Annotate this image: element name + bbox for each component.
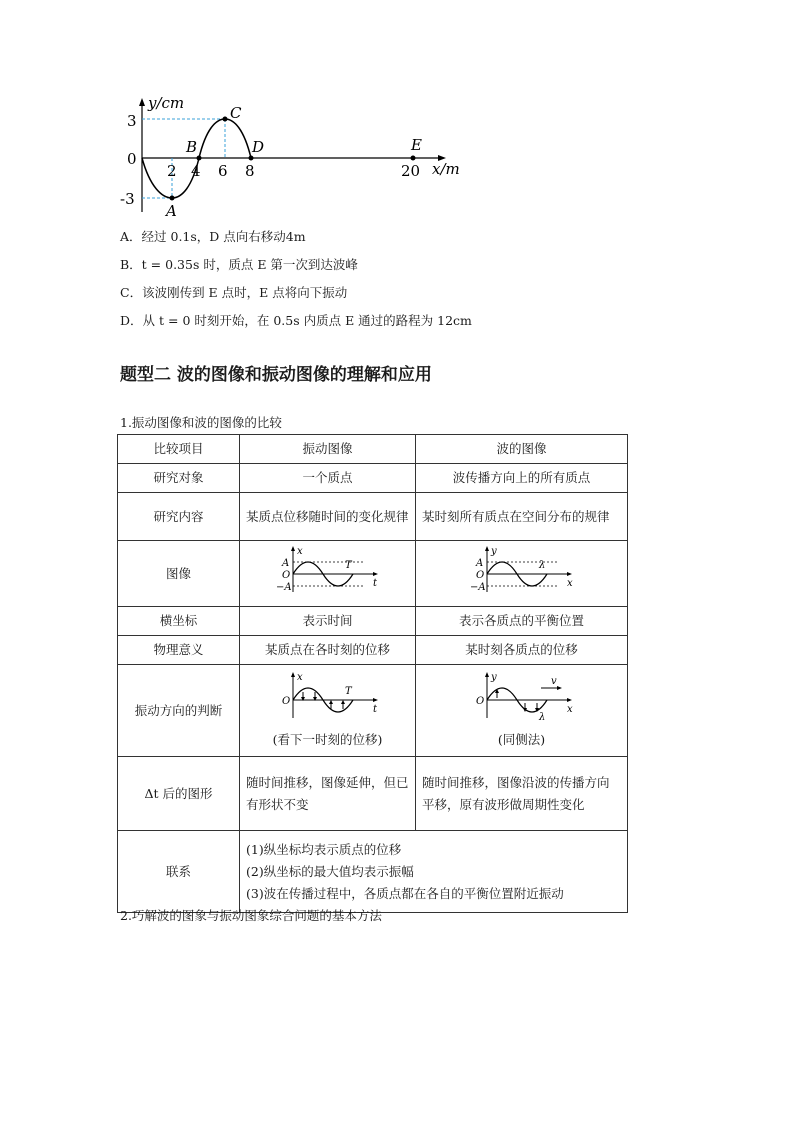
row-label: 研究对象 bbox=[118, 464, 240, 493]
mini-wave-y: y bbox=[490, 546, 497, 557]
vibration-direction-note: (看下一时刻的位移) bbox=[272, 732, 383, 747]
row-label: 物理意义 bbox=[118, 636, 240, 665]
row-label: 研究内容 bbox=[118, 493, 240, 541]
dir-vib-t-label: T bbox=[344, 686, 352, 697]
cell bbox=[416, 541, 628, 607]
mini-vib-o: O bbox=[281, 570, 290, 581]
cell: 表示各质点的平衡位置 bbox=[416, 607, 628, 636]
point-b bbox=[197, 156, 202, 161]
option-c: C．该波刚传到 E 点时，E 点将向下振动 bbox=[120, 285, 348, 300]
mini-wave-nega: −A bbox=[469, 582, 486, 593]
row-label: 横坐标 bbox=[118, 607, 240, 636]
table-row bbox=[118, 607, 628, 636]
x-tick-8: 8 bbox=[245, 162, 255, 180]
point-e bbox=[411, 156, 416, 161]
mini-vib-y: x bbox=[296, 546, 303, 557]
table-header-row bbox=[118, 435, 628, 464]
y-tick-0: 0 bbox=[127, 150, 137, 168]
link-item-3: (3)波在传播过程中，各质点都在各自的平衡位置附近振动 bbox=[246, 885, 564, 901]
table-row-link bbox=[118, 831, 628, 913]
subtitle-2: 2.巧解波的图象与振动图象综合问题的基本方法 bbox=[120, 908, 382, 923]
x-tick-4: 4 bbox=[191, 162, 201, 180]
point-a bbox=[170, 196, 175, 201]
label-d: D bbox=[252, 138, 265, 156]
wave-graph-mini bbox=[467, 544, 577, 596]
header-item: 比较项目 bbox=[118, 435, 240, 464]
cell: 表示时间 bbox=[240, 607, 416, 636]
row-label: 振动方向的判断 bbox=[118, 665, 240, 757]
mini-wave-o: O bbox=[475, 570, 484, 581]
label-e: E bbox=[411, 136, 422, 154]
vibration-graph-mini bbox=[273, 544, 383, 596]
mini-wave-x: x bbox=[566, 578, 573, 589]
dir-wave-v: v bbox=[550, 676, 557, 687]
cell: 波传播方向上的所有质点 bbox=[416, 464, 628, 493]
mini-vib-a: A bbox=[281, 558, 289, 569]
table-row bbox=[118, 665, 628, 757]
cell: 某时刻所有质点在空间分布的规律 bbox=[416, 493, 628, 541]
y-tick-neg3: -3 bbox=[120, 190, 135, 208]
cell: 某质点在各时刻的位移 bbox=[240, 636, 416, 665]
y-tick-3: 3 bbox=[127, 112, 137, 130]
wave-direction-note: (同侧法) bbox=[497, 732, 546, 747]
wave-figure bbox=[110, 92, 470, 222]
table-row bbox=[118, 636, 628, 665]
vibration-direction-graph bbox=[273, 670, 383, 722]
point-d bbox=[249, 156, 254, 161]
header-wave: 波的图像 bbox=[416, 435, 628, 464]
cell: 一个质点 bbox=[240, 464, 416, 493]
label-a: A bbox=[166, 202, 177, 220]
table-row bbox=[118, 541, 628, 607]
y-axis-label: y/cm bbox=[148, 94, 185, 112]
mini-wave-a: A bbox=[475, 558, 483, 569]
link-cell bbox=[240, 831, 628, 913]
cell bbox=[240, 541, 416, 607]
point-c bbox=[223, 117, 228, 122]
dir-wave-lambda: λ bbox=[538, 712, 545, 722]
cell: 某时刻各质点的位移 bbox=[416, 636, 628, 665]
mini-vib-nega: −A bbox=[275, 582, 292, 593]
label-b: B bbox=[186, 138, 198, 156]
dir-vib-y: x bbox=[296, 672, 303, 683]
option-a: A．经过 0.1s，D 点向右移动4m bbox=[120, 229, 306, 244]
cell bbox=[416, 665, 628, 757]
row-label: 联系 bbox=[118, 831, 240, 913]
dir-vib-o: O bbox=[281, 696, 290, 707]
table-row bbox=[118, 464, 628, 493]
table-row bbox=[118, 757, 628, 831]
option-d: D．从 t = 0 时刻开始，在 0.5s 内质点 E 通过的路程为 12cm bbox=[120, 313, 472, 328]
wave-direction-graph bbox=[467, 670, 577, 722]
row-label: Δt 后的图形 bbox=[118, 757, 240, 831]
section-title: 题型二 波的图像和振动图像的理解和应用 bbox=[120, 365, 432, 385]
dir-vib-x: t bbox=[372, 704, 377, 715]
mini-wave-lambda: λ bbox=[538, 560, 545, 571]
subtitle-1: 1.振动图像和波的图像的比较 bbox=[120, 415, 282, 430]
mini-vib-t-label: T bbox=[344, 560, 352, 571]
cell: 随时间推移，图像沿波的传播方向平移，原有波形做周期性变化 bbox=[416, 757, 628, 831]
comparison-table bbox=[117, 434, 628, 913]
header-vibration: 振动图像 bbox=[240, 435, 416, 464]
table-row bbox=[118, 493, 628, 541]
link-item-2: (2)纵坐标的最大值均表示振幅 bbox=[246, 863, 414, 879]
mini-vib-x: t bbox=[372, 578, 377, 589]
label-c: C bbox=[230, 104, 242, 122]
x-tick-20: 20 bbox=[401, 162, 421, 180]
cell: 随时间推移，图像延伸，但已有形状不变 bbox=[240, 757, 416, 831]
option-b: B．t = 0.35s 时，质点 E 第一次到达波峰 bbox=[120, 257, 358, 272]
cell: 某质点位移随时间的变化规律 bbox=[240, 493, 416, 541]
dir-wave-o: O bbox=[475, 696, 484, 707]
cell bbox=[240, 665, 416, 757]
link-item-1: (1)纵坐标均表示质点的位移 bbox=[246, 841, 402, 857]
x-axis-label: x/m bbox=[432, 160, 460, 178]
y-axis-arrow bbox=[139, 98, 145, 106]
row-label: 图像 bbox=[118, 541, 240, 607]
dir-wave-y: y bbox=[490, 672, 497, 683]
x-tick-6: 6 bbox=[218, 162, 228, 180]
x-tick-2: 2 bbox=[167, 162, 177, 180]
dir-wave-x: x bbox=[566, 704, 573, 715]
